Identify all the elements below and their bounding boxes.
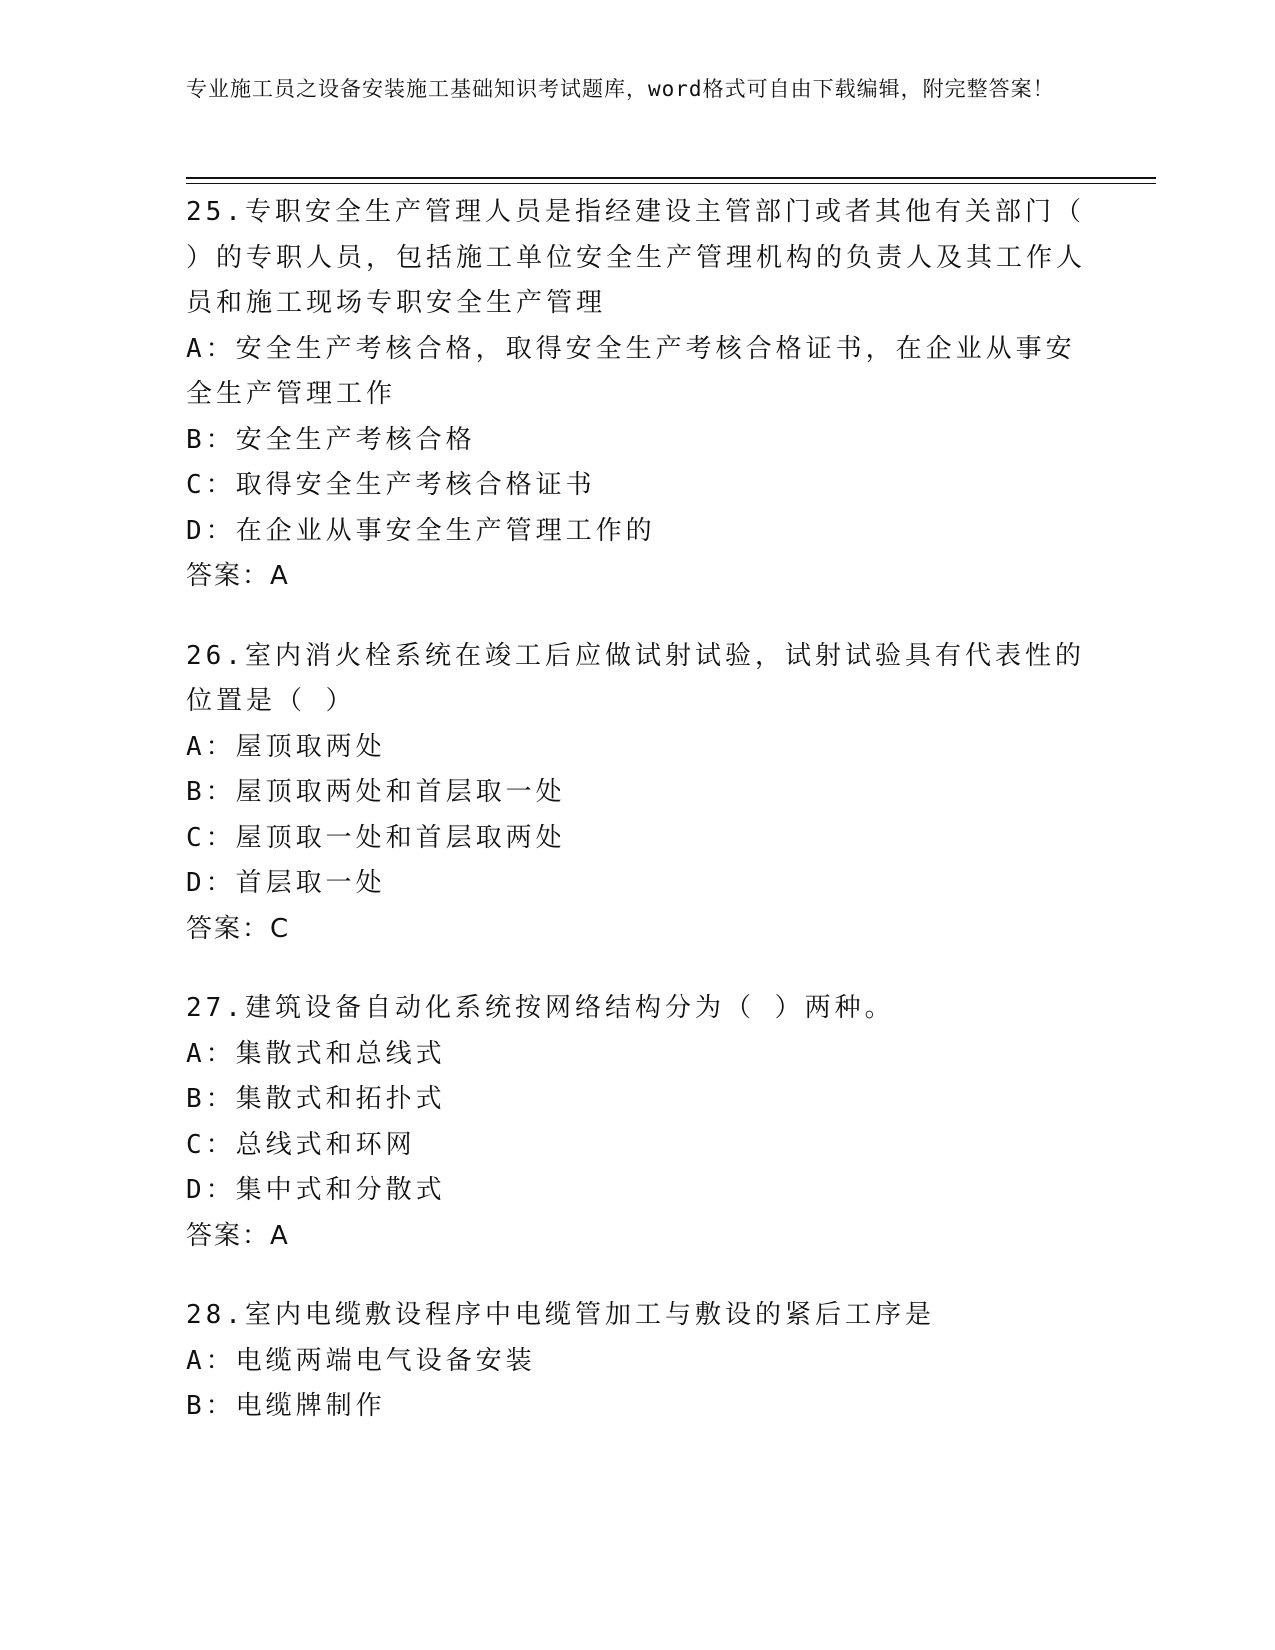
answer: 答案：A	[186, 561, 290, 591]
option-a: A：电缆两端电气设备安装	[186, 1345, 536, 1376]
option-d: D：首层取一处	[186, 868, 386, 898]
question-text: 25.专职安全生产管理人员是指经建设主管部门或者其他有关部门（ ）的专职人员，包括施工单位安全生产管理机构的负责人及其工作人员和施工现场专职安全生产管理	[186, 197, 1087, 318]
option-d: D：在企业从事安全生产管理工作的	[186, 515, 656, 546]
answer: 答案：A	[186, 1220, 290, 1251]
option-a: A：安全生产考核合格，取得安全生产考核合格证书，在企业从事安全生产管理工作	[186, 333, 1076, 409]
question-text: 26.室内消火栓系统在竣工后应做试射试验，试射试验具有代表性的位置是（ ）	[186, 640, 1085, 716]
question-26	[186, 634, 1086, 953]
option-a: A：集散式和总线式	[186, 1038, 446, 1069]
question-text: 28.室内电缆敷设程序中电缆管加工与敷设的紧后工序是	[186, 1300, 935, 1330]
option-b: B：安全生产考核合格	[186, 424, 476, 455]
option-b: B：屋顶取两处和首层取一处	[186, 777, 566, 807]
answer: 答案：C	[186, 913, 291, 944]
document-header: 专业施工员之设备安装施工基础知识考试题库，word格式可自由下载编辑，附完整答案！	[186, 77, 1055, 101]
question-27	[186, 986, 1086, 1259]
question-text: 27.建筑设备自动化系统按网络结构分为（ ）两种。	[186, 993, 895, 1023]
option-a: A：屋顶取两处	[186, 731, 386, 762]
option-d: D：集中式和分散式	[186, 1175, 446, 1205]
question-25	[186, 190, 1086, 600]
option-b: B：电缆牌制作	[186, 1391, 386, 1421]
question-28	[186, 1293, 1086, 1430]
option-c: C：取得安全生产考核合格证书	[186, 470, 596, 500]
header-rule-thick	[186, 177, 1156, 179]
question-list	[186, 190, 1086, 1464]
option-b: B：集散式和拓扑式	[186, 1084, 446, 1114]
option-c: C：总线式和环网	[186, 1129, 416, 1160]
option-c: C：屋顶取一处和首层取两处	[186, 822, 566, 853]
header-rule-thin	[186, 183, 1156, 184]
